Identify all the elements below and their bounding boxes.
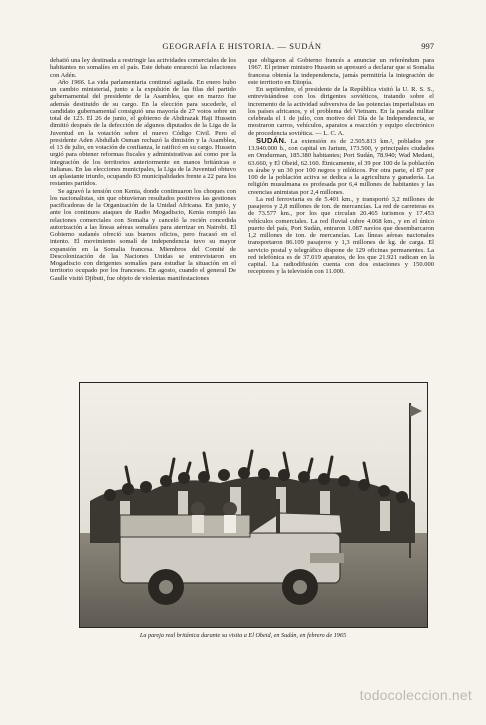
right-column xyxy=(248,57,434,276)
paragraph-text: La extensión es de 2.505.813 km.², poblados por 13.940.000 h., con capital en Jartum, 173.500, y principales ciudades en Omdurman, 185.380 habitantes; Port Sudán, 78.940; Wad Medani, 63.660, y El Obeid, 62.160. Étnicamente, el 39 por 100 de la población es árabe y un 30 por 100 negros y nilóticos. Por otra parte, el 87 por 100 de la población activa se dedica a la agricultura y ganadería. La religión musulmana es profesada por 6,4 millones de habitantes y las creencias animistas por 2,4 millones. xyxy=(248,137,434,196)
paragraph xyxy=(50,79,236,188)
paragraph: debatió una ley destinada a restringir las actividades comerciales de los habitantes no somalíes en el país. Este debate enrareció las relaciones con Adén. xyxy=(50,57,236,79)
section-heading: SUDÁN. xyxy=(256,135,287,145)
paragraph: que obligaron al Gobierno francés a anunciar un referéndum para 1967. El primer ministro Hussein se apresuró a declarar que si Somalia francesa obtenía la independencia, jamás permitiría la integración de este territorio en Etiopía. xyxy=(248,57,434,86)
running-title: GEOGRAFÍA E HISTORIA. — SUDÁN xyxy=(162,41,322,51)
paragraph: Se agravó la tensión con Kenia, donde continuaron los choques con los nacionalistas, sin que obtuvieran resultados positivos las gestiones pacificadoras de la Organización de la Unidad Africana. En junio, y ante los continuos ataques de Radio Mogadiscio, Kenia rompió las relaciones comerciales con Somalia y canceló la recién concedida autorización a las líneas aéreas somalíes para aterrizar en Nairobi. El Gobierno sudanés ofreció sus buenos oficios, pero fracasó en el intento. El movimiento somalí de independencia tuvo su mayor expansión en la Somalia francesa. Miembros del Comité de Descolonización de las Naciones Unidas se entrevistaron en Mogadiscio con dirigentes somalíes para estudiar la situación en el territorio ocupado por los franceses. En agosto, cuando el general De Gaulle visitó Djibuti, fue objeto de violentas manifestaciones xyxy=(50,187,236,282)
paragraph: La red ferroviaria es de 5.401 km., y transportó 3,2 millones de pasajeros y 2,8 millones de ton. de mercancías. La red de carreteras es de 73.577 km., por los que circulan 20.465 turismos y 17.453 vehículos comerciales. La red fluvial cubre 4.068 km., y en el único puerto del país, Port Sudán, entraron 1.087 navíos que desembarcaron 1,2 millones de ton. de mercancías. Las líneas aéreas nacionales transportaron 86.109 pasajeros y 1,3 millones de kg. de carga. El servicio postal y telegráfico dispone de 129 oficinas permanentes. La red telefónica es de 37.019 aparatos, de los que 21.921 radican en la capital. La radiodifusión cuenta con dos estaciones y 150.000 receptores y la televisión con 11.000. xyxy=(248,195,434,276)
paragraph-text: La vida parlamentaria continuó agitada. En enero hubo un cambio ministerial, junto a la expulsión de las filas del partido gubernamental del presidente de la Asamblea, que en marzo fue además destituido de su cargo. En la elección para sucederle, el candidato gubernamental consiguió una mayoría de 27 votos sobre un total de 123. El 26 de junio, el gobierno de Abdirazak Haji Hussein dimitió después de la defección de algunos diputados de la Liga de la Juventud en la votación sobre el nuevo Código Civil. Pero el presidente Aden Abdullah Osman rechazó la dimisión y la Asamblea, el 13 de julio, en votación de confianza, le ratificó en su cargo. Hussein urgió para obtener reformas fiscales y administrativas así como por la integración de los territorios anteriormente en manos británicas e italianas. En las elecciones municipales, la Liga de la Juventud obtuvo un aplastante triunfo, ocupando 83 municipalidades frente a 22 para los restantes partidos. xyxy=(50,78,236,188)
paragraph xyxy=(248,137,434,196)
photo-caption: La pareja real británica durante su visita a El Obeid, en Sudán, en febrero de 1965 xyxy=(139,632,347,639)
photograph xyxy=(79,382,428,628)
page-number: 997 xyxy=(421,41,434,51)
year-lead: Año 1966. xyxy=(58,78,86,86)
photo-illustration xyxy=(80,383,427,627)
watermark: todocoleccion.net xyxy=(359,687,472,703)
page-header xyxy=(50,41,434,53)
paragraph: En septiembre, el presidente de la República visitó la U. R. S. S., entrevistándose con los dirigentes soviéticos, tratando sobre el incremento de la actividad subversiva de las potencias imperialistas en los países africanos, y el problema del Vietnam. En la parada militar celebrada el 1 de julio, con motivo del Día de la Independencia, se mostraron carros, vehículos, aparatos a reacción y equipo electrónico de procedencia soviética. — L. C. A. xyxy=(248,86,434,137)
left-column xyxy=(50,57,236,282)
